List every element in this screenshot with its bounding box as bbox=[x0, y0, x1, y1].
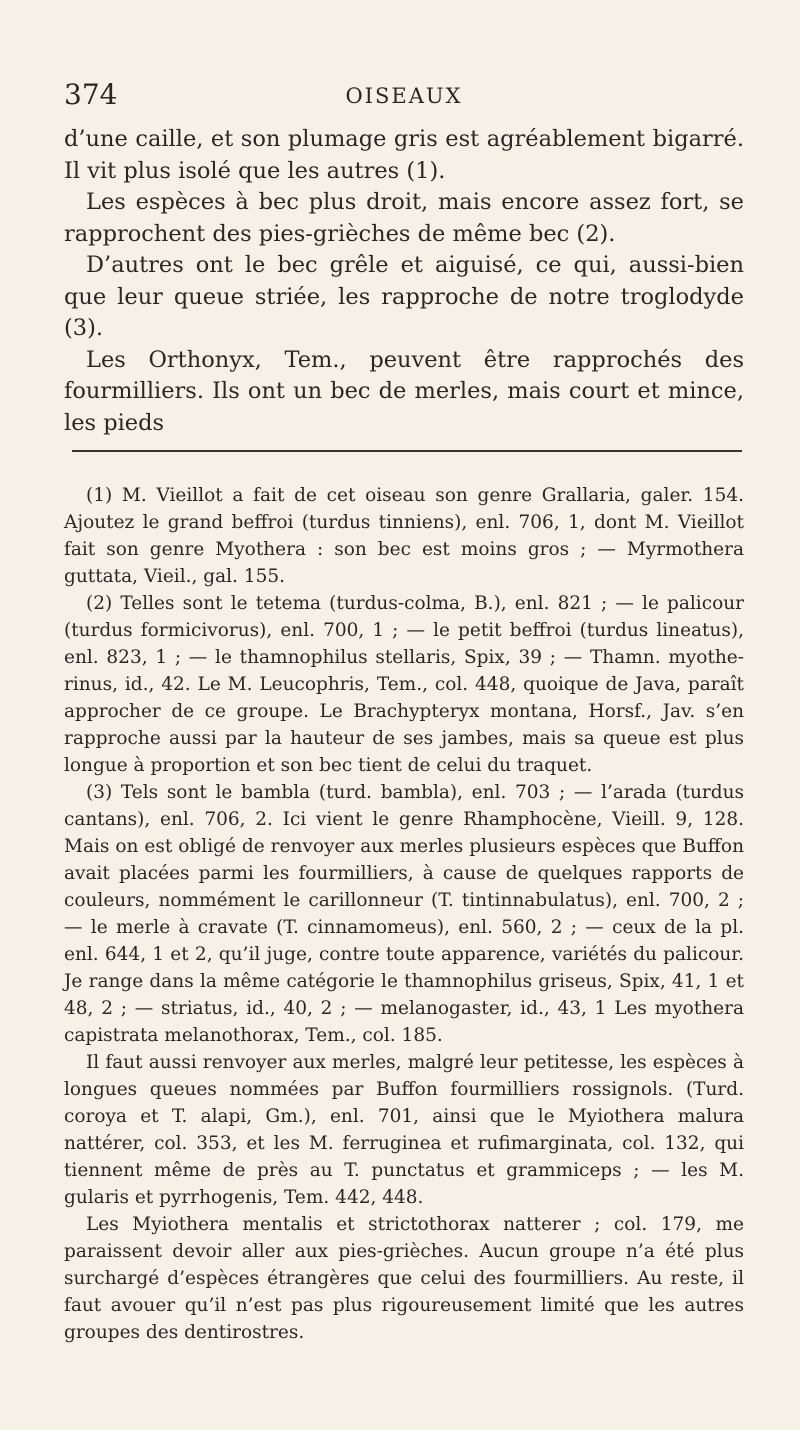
footnote-1: (1) M. Vieillot a fait de cet oiseau son genre Grallaria, galer. 154. Ajoutez le grand beffroi (turdus tinniens), enl. 706, 1, dont M. Vieillot fait son genre Myothera : son bec est moins gros ; — Myrmothera guttata, Vieil., gal. 155. bbox=[64, 485, 744, 587]
main-paragraph: d’une caille, et son plumage gris est agréablement bigarré. Il vit plus isolé que les autres (1). bbox=[64, 126, 744, 184]
footnote-3: (3) Tels sont le bambla (turd. bambla), enl. 703 ; — l’arada (turdus cantans), enl. 706, 2. Ici vient le genre Rhamphocène, Vieill. 9, 128. Mais on est obligé de renvoyer aux merles plusieurs espèces que Buffon avait placées parmi les fourmilliers, à cause de quelques rapports de couleurs, nommément le carillonneur (T. tintinnabulatus), enl. 700, 2 ; — le merle à cravate (T. cinnamomeus), enl. 560, 2 ; — ceux de la pl. enl. 644, 1 et 2, qu’il juge, contre toute apparence, variétés du palicour. Je range dans la même catégorie le thamnophilus griseus, Spix, 41, 1 et 48, 2 ; — striatus, id., 40, 2 ; — melanogaster, id., 43, 1 Les myothera capistrata melanothorax, Tem., col. 185. bbox=[64, 782, 744, 1046]
main-paragraph: Les Orthonyx, Tem., peuvent être rapprochés des fourmilliers. Ils ont un bec de merles, mais court et mince, les pieds bbox=[64, 346, 744, 436]
page-number: 374 bbox=[64, 78, 118, 111]
main-text bbox=[64, 124, 744, 439]
main-paragraph: Les espèces à bec plus droit, mais encore assez fort, se rapprochent des pies-grièches de même bec (2). bbox=[64, 189, 744, 247]
footnote-separator bbox=[72, 450, 742, 452]
running-title: OISEAUX bbox=[345, 84, 463, 108]
footnote-3-conclusion: Les Myiothera mentalis et strictothorax natterer ; col. 179, me paraissent devoir aller aux pies-grièches. Aucun groupe n’a été plus surchargé d’espèces étrangères que celui des fourmilliers. Au reste, il faut avouer qu’il n’est pas plus rigoureusement limité que les autres groupes des dentirostres. bbox=[64, 1214, 744, 1343]
footnote-2: (2) Telles sont le tetema (turdus-colma, B.), enl. 821 ; — le palicour (turdus formicivorus), enl. 700, 1 ; — le petit beffroi (turdus lineatus), enl. 823, 1 ; — le thamnophilus stellaris, Spix, 39 ; — Thamn. myothe-rinus, id., 42. Le M. Leucophris, Tem., col. 448, quoique de Java, paraît approcher de ce groupe. Le Brachypteryx montana, Horsf., Jav. s’en rapproche aussi par la hauteur de ses jambes, mais sa queue est plus longue à proportion et son bec tient de celui du traquet. bbox=[64, 593, 744, 776]
footnote-3-continued: Il faut aussi renvoyer aux merles, malgré leur petitesse, les espèces à longues queues nommées par Buffon fourmilliers rossignols. (Turd. coroya et T. alapi, Gm.), enl. 701, ainsi que le Myiothera malura nattérer, col. 353, et les M. ferruginea et rufimarginata, col. 132, qui tiennent même de près au T. punctatus et grammiceps ; — les M. gularis et pyrrhogenis, Tem. 442, 448. bbox=[64, 1052, 744, 1208]
footnotes bbox=[64, 482, 744, 1346]
page-header bbox=[64, 78, 744, 112]
main-paragraph: D’autres ont le bec grêle et aiguisé, ce qui, aussi-bien que leur queue striée, les rapproche de notre troglodyde (3). bbox=[64, 252, 744, 341]
